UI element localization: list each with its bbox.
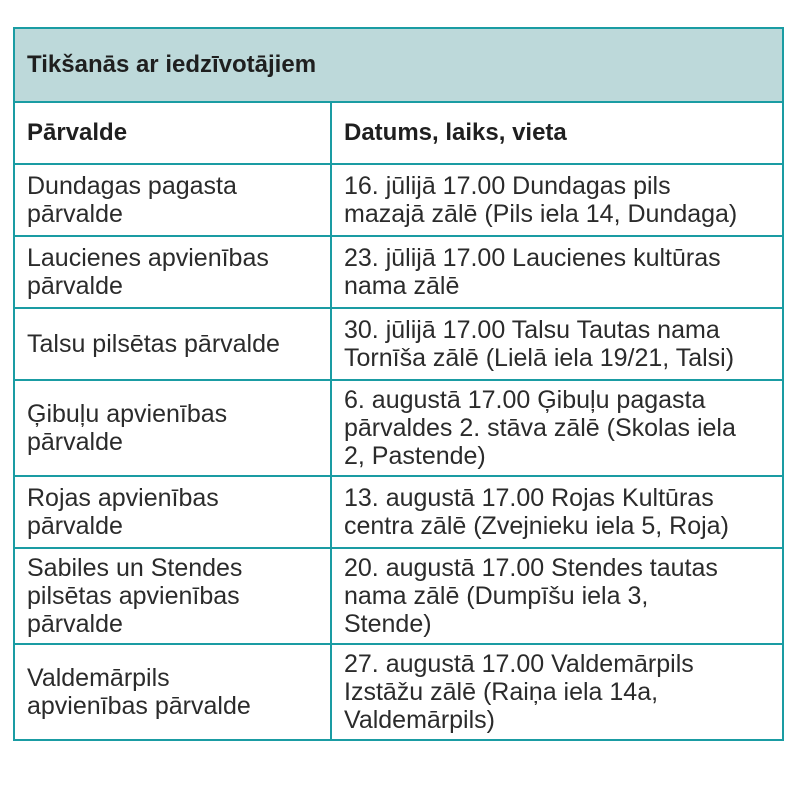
table-row <box>14 236 783 308</box>
table-row <box>14 164 783 236</box>
details-cell: 13. augustā 17.00 Rojas Kultūras centra zālē (Zvejnieku iela 5, Roja) <box>331 476 783 548</box>
header-date-time-place: Datums, laiks, vieta <box>331 102 783 164</box>
administration-cell: Valdemārpils apvienības pārvalde <box>14 644 331 740</box>
table-row <box>14 308 783 380</box>
administration-cell: Talsu pilsētas pārvalde <box>14 308 331 380</box>
administration-cell: Ģibuļu apvienības pārvalde <box>14 380 331 476</box>
administration-cell: Dundagas pagasta pārvalde <box>14 164 331 236</box>
header-administration: Pārvalde <box>14 102 331 164</box>
details-cell: 23. jūlijā 17.00 Laucienes kultūras nama zālē <box>331 236 783 308</box>
details-cell: 27. augustā 17.00 Valdemārpils Izstāžu zālē (Raiņa iela 14a, Valdemārpils) <box>331 644 783 740</box>
table-row <box>14 548 783 644</box>
table-row <box>14 476 783 548</box>
table-header-row <box>14 102 783 164</box>
table-title: Tikšanās ar iedzīvotājiem <box>14 28 783 102</box>
table-title-row <box>14 28 783 102</box>
administration-cell: Rojas apvienības pārvalde <box>14 476 331 548</box>
administration-cell: Laucienes apvienības pārvalde <box>14 236 331 308</box>
details-cell: 16. jūlijā 17.00 Dundagas pils mazajā zālē (Pils iela 14, Dundaga) <box>331 164 783 236</box>
details-cell: 6. augustā 17.00 Ģibuļu pagasta pārvaldes 2. stāva zālē (Skolas iela 2, Pastende) <box>331 380 783 476</box>
details-cell: 20. augustā 17.00 Stendes tautas nama zālē (Dumpīšu iela 3, Stende) <box>331 548 783 644</box>
table-row <box>14 380 783 476</box>
meetings-table <box>13 27 784 741</box>
administration-cell: Sabiles un Stendes pilsētas apvienības pārvalde <box>14 548 331 644</box>
table-row <box>14 644 783 740</box>
details-cell: 30. jūlijā 17.00 Talsu Tautas nama Tornīša zālē (Lielā iela 19/21, Talsi) <box>331 308 783 380</box>
